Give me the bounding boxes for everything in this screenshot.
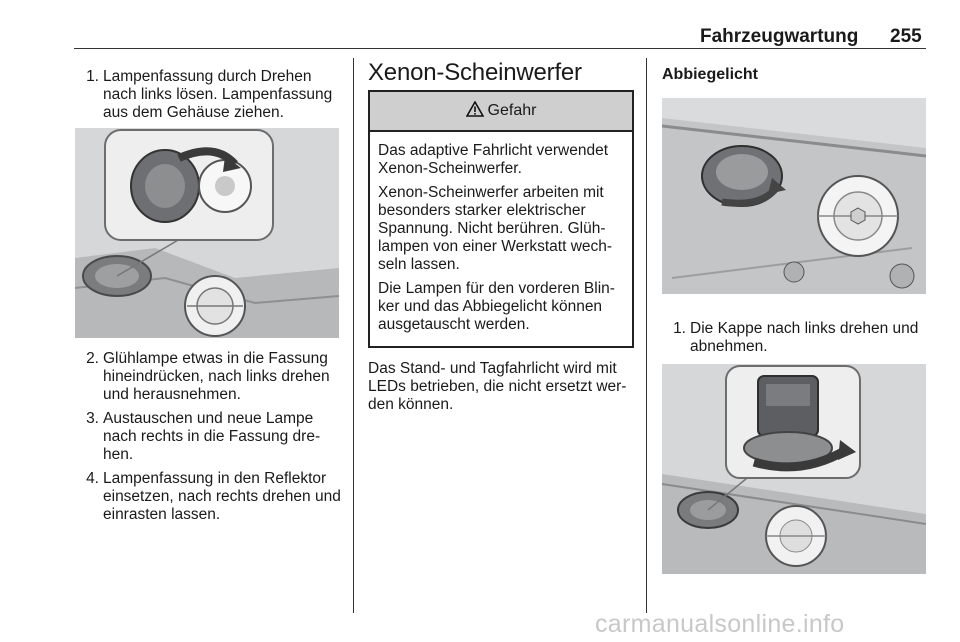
cornering-light-figure (662, 98, 926, 294)
warning-paragraph: Die Lampen für den vorderen Blin-ker und das Abbiegelicht können ausgetauscht werden. (378, 280, 615, 333)
left-column-top (75, 68, 345, 128)
section-header-title: Fahrzeugwartung (700, 26, 859, 47)
step-text: Lampenfassung durch Drehen nach links lösen. Lampenfassung aus dem Gehäuse ziehen. (103, 68, 333, 121)
page-number: 255 (890, 26, 922, 47)
step-number: 4. (86, 470, 99, 487)
watermark: carmanualsonline.info (595, 610, 845, 638)
step-item (75, 410, 345, 464)
column-divider-right (646, 58, 647, 613)
warning-paragraph: Das adaptive Fahrlicht verwendet Xenon-Scheinwerfer. (378, 142, 609, 177)
right-column-top (662, 66, 930, 84)
step-item (75, 68, 345, 122)
step-text: Die Kappe nach links drehen und abnehmen. (690, 320, 919, 355)
subsection-title: Abbiegelicht (662, 66, 759, 83)
step-number: 2. (86, 350, 99, 367)
step-text: Lampenfassung in den Reflektor einsetzen, nach rechts drehen und einrasten lassen. (103, 470, 341, 523)
warning-triangle-icon (466, 101, 484, 122)
step-number: 1. (673, 320, 686, 337)
step-item (75, 470, 345, 524)
warning-paragraph: Xenon-Scheinwerfer arbeiten mit besonders starker elektrischer Spannung. Nicht berühren. Glüh-lampen von einer Werkstatt wech-seln lassen. (378, 184, 613, 273)
warning-header (370, 92, 632, 132)
warning-box (368, 90, 634, 348)
left-column-bottom (75, 350, 345, 530)
header-divider (74, 48, 926, 49)
step-item (75, 350, 345, 404)
lamp-socket-figure (75, 128, 339, 338)
step-number: 3. (86, 410, 99, 427)
step-text: Glühlampe etwas in die Fassung hineindrücken, nach links drehen und herausnehmen. (103, 350, 330, 403)
middle-column (368, 59, 634, 430)
column-divider-left (353, 58, 354, 613)
step-item (662, 320, 930, 356)
warning-heading: Gefahr (487, 102, 537, 119)
step-text: Austauschen und neue Lampe nach rechts in die Fassung dre-hen. (103, 410, 321, 463)
section-title: Xenon-Scheinwerfer (368, 59, 582, 86)
body-paragraph: Das Stand- und Tagfahrlicht wird mit LEDs betrieben, die nicht ersetzt wer-den können. (368, 360, 627, 413)
warning-body (370, 132, 632, 346)
cap-removal-figure (662, 364, 926, 574)
right-column-steps (662, 320, 930, 362)
step-number: 1. (86, 68, 99, 85)
